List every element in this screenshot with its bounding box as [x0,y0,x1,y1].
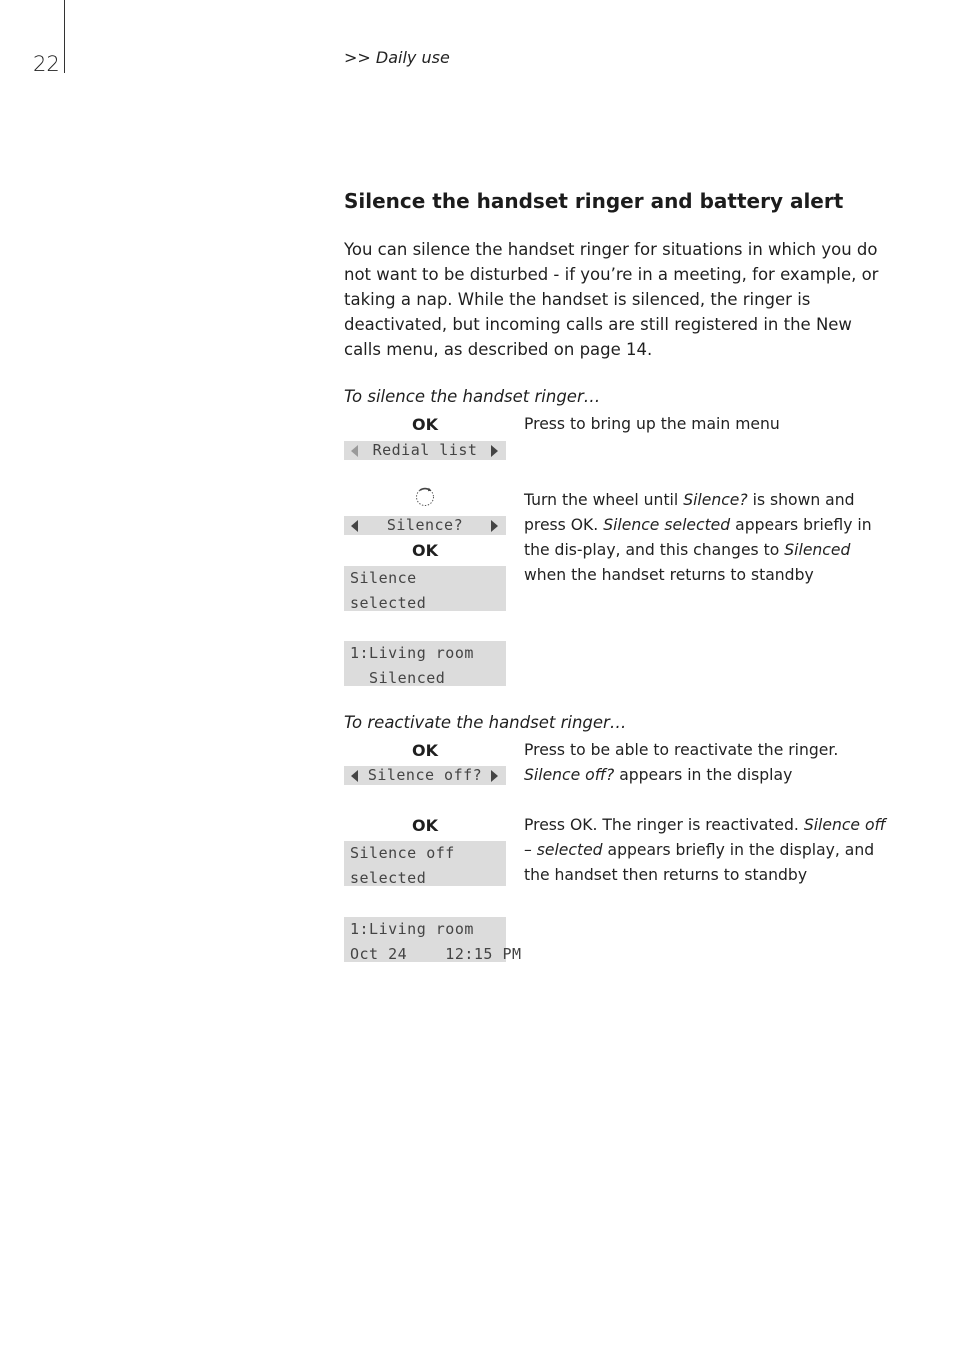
display-silence-selected [344,566,506,611]
silence-heading: To silence the handset ringer… [344,387,601,406]
display-line: Oct 24 12:15 PM [350,945,522,963]
ok-button-label: OK [412,816,438,835]
ok-button-label: OK [412,415,438,434]
display-line: Silence [350,569,417,587]
jog-wheel-icon [414,486,436,508]
display-text: Silence? [386,516,464,534]
arrow-right-icon [491,520,498,532]
page-number: 22 [33,52,60,76]
display-line: 1:Living room [350,644,474,662]
display-line: Silenced [350,669,446,687]
display-text: Silence off? [367,766,483,784]
display-silence-off-query [344,766,506,785]
arrow-right-icon [491,770,498,782]
intro-paragraph: You can silence the handset ringer for situations in which you do not want to be disturbed - if you’re in a meeting, for example, or taking a nap. While the handset is silenced, the ringer is deactivated, but incoming calls are still registered in the New calls menu, as described on page 14. [344,240,879,359]
step-description: Press to be able to reactivate the ringer. Silence off? appears in the display [524,741,839,784]
display-line: Silence off [350,844,455,862]
breadcrumb: >> Daily use [344,48,450,67]
ok-button-label: OK [412,741,438,760]
step-description: Press OK. The ringer is reactivated. Silence off – selected appears briefly in the display, and the handset then returns to standby [524,816,886,884]
step-description: Turn the wheel until Silence? is shown and press OK. Silence selected appears briefly in the dis-play, and this changes to Silenced when the handset returns to standby [524,491,872,584]
step-description: Press to bring up the main menu [524,415,780,433]
display-line: 1:Living room [350,920,474,938]
display-text: Redial list [372,441,478,459]
arrow-right-icon [491,445,498,457]
display-standby-normal [344,917,522,963]
display-standby-silenced [344,641,506,686]
display-redial-list [344,441,506,460]
section-title: Silence the handset ringer and battery alert [344,189,844,213]
display-silence-query [344,516,506,535]
display-silence-off-selected [344,841,506,886]
ok-button-label: OK [412,541,438,560]
margin-rule [64,0,65,73]
display-line: selected [350,594,427,612]
display-line: selected [350,869,427,887]
reactivate-heading: To reactivate the handset ringer… [344,713,627,732]
